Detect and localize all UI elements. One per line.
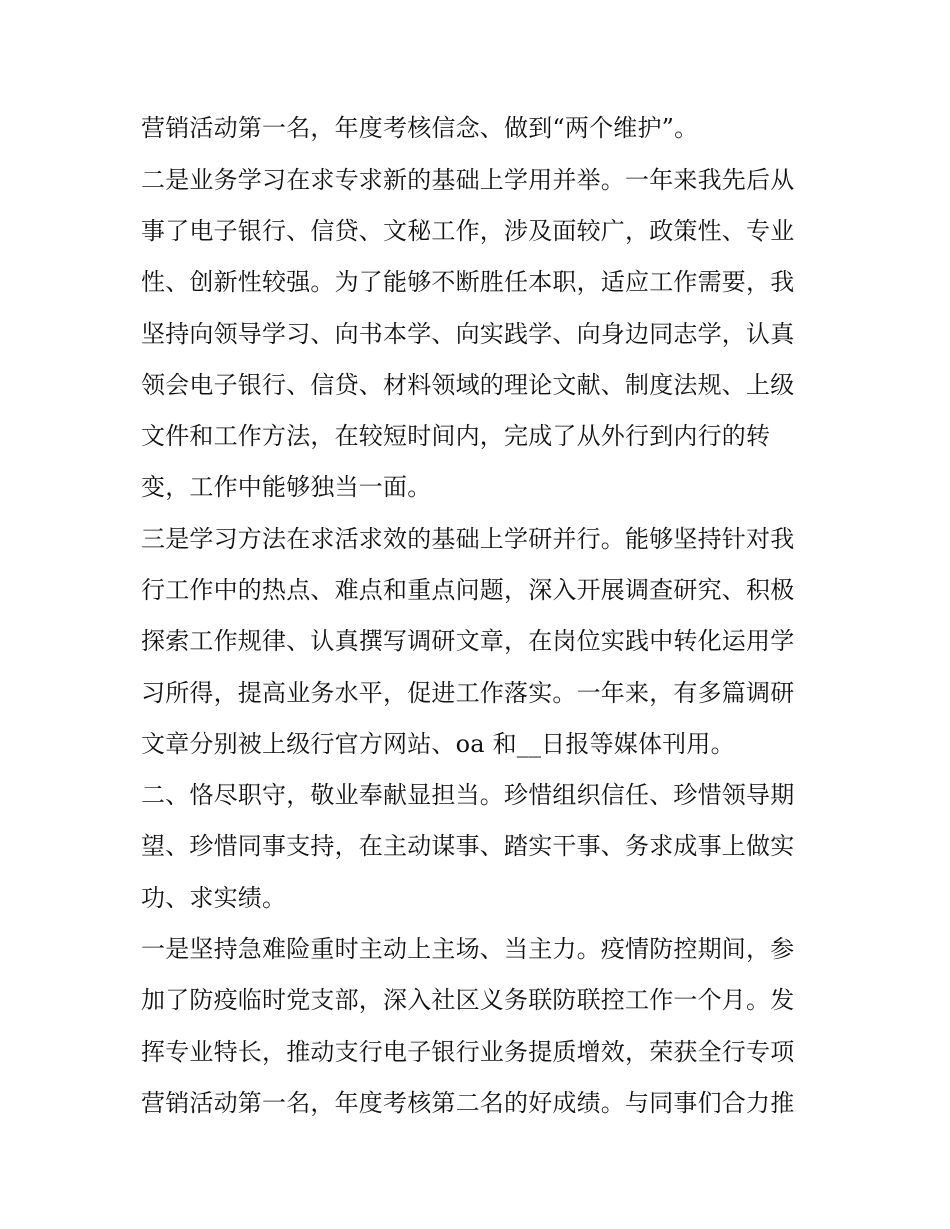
text-line: 二、恪尽职守，敬业奉献显担当。珍惜组织信任、珍惜领导期 (141, 781, 795, 809)
text-line: 文件和工作方法，在较短时间内，完成了从外行到内行的转 (141, 422, 771, 450)
text-line: 文章分别被上级行官方网站、oa 和__日报等媒体刊用。 (141, 730, 735, 758)
text-line: 变，工作中能够独当一面。 (141, 473, 432, 501)
text-line: 挥专业特长，推动支行电子银行业务提质增效，荣获全行专项 (141, 1038, 795, 1066)
text-line: 习所得，提高业务水平，促进工作落实。一年来，有多篇调研 (141, 679, 795, 707)
text-line: 营销活动第一名，年度考核信念、做到“两个维护”。 (141, 114, 699, 142)
text-line: 功、求实绩。 (141, 884, 287, 912)
text-line: 事了电子银行、信贷、文秘工作，涉及面较广，政策性、专业 (141, 217, 795, 245)
text-line: 三是学习方法在求活求效的基础上学研并行。能够坚持针对我 (141, 525, 795, 553)
text-line: 二是业务学习在求专求新的基础上学用并举。一年来我先后从 (141, 166, 795, 194)
text-line: 加了防疫临时党支部，深入社区义务联防联控工作一个月。发 (141, 986, 795, 1014)
text-line: 性、创新性较强。为了能够不断胜任本职，适应工作需要，我 (141, 268, 795, 296)
text-line: 探索工作规律、认真撰写调研文章，在岗位实践中转化运用学 (141, 627, 795, 655)
text-line: 领会电子银行、信贷、材料领域的理论文献、制度法规、上级 (141, 371, 795, 399)
text-line: 望、珍惜同事支持，在主动谋事、踏实干事、务求成事上做实 (141, 832, 795, 860)
text-line: 坚持向领导学习、向书本学、向实践学、向身边同志学，认真 (141, 320, 795, 348)
text-line: 一是坚持急难险重时主动上主场、当主力。疫情防控期间，参 (141, 935, 795, 963)
text-line: 营销活动第一名，年度考核第二名的好成绩。与同事们合力推 (141, 1089, 795, 1117)
text-line: 行工作中的热点、难点和重点问题，深入开展调查研究、积极 (141, 576, 795, 604)
